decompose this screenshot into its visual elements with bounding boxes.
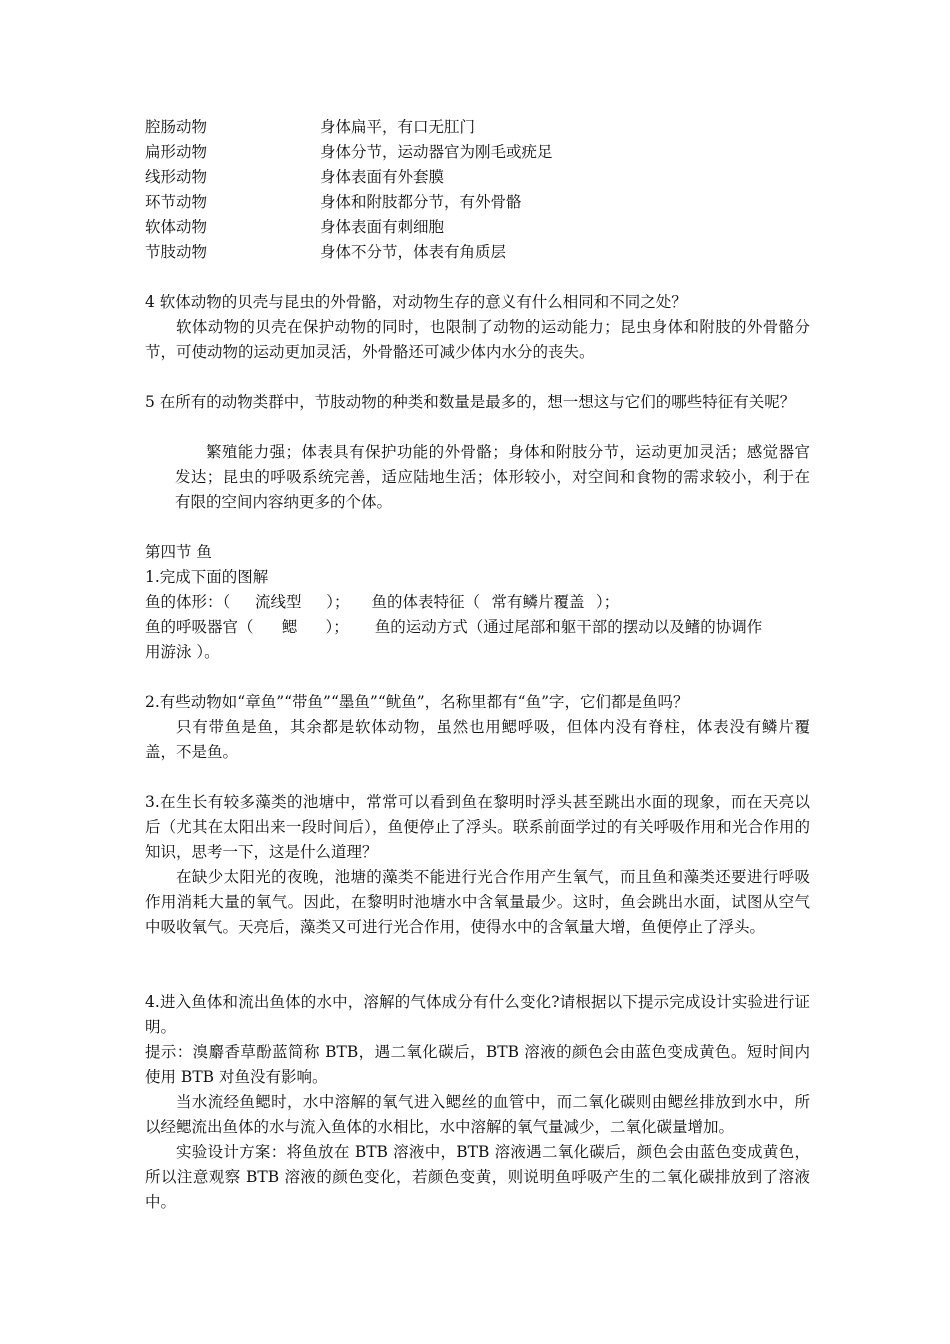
surface-label: 鱼的体表特征（ bbox=[371, 593, 481, 611]
answer-4: 软体动物的贝壳在保护动物的同时，也限制了动物的运动能力；昆虫身体和附肢的外骨骼分节，可使动物的运动更加灵活，外骨骼还可减少体内水分的丧失。 bbox=[145, 318, 810, 361]
question-5: 5 在所有的动物类群中，节肢动物的种类和数量是最多的，想一想这与它们的哪些特征有关呢？ bbox=[145, 393, 796, 411]
body-shape-close: ）； bbox=[326, 593, 350, 611]
table-row bbox=[145, 240, 810, 265]
table-row bbox=[145, 115, 810, 140]
table-row bbox=[145, 215, 810, 240]
table-row bbox=[145, 190, 810, 215]
body-shape-value: 流线型 bbox=[255, 593, 302, 611]
surface-close: ）； bbox=[596, 593, 620, 611]
answer-s4-1: 当水流经鱼鳃时，水中溶解的氧气进入鳃丝的血管中，而二氧化碳则由鳃丝排放到水中，所以经鳃流出鱼体的水与流入鱼体的水相比，水中溶解的氧气量减少，二氧化碳量增加。 bbox=[145, 1093, 810, 1136]
fill-line-2 bbox=[145, 615, 810, 640]
animal-name: 腔肠动物 bbox=[145, 118, 208, 136]
animal-name: 扁形动物 bbox=[145, 143, 208, 161]
resp-label: 鱼的呼吸器官（ bbox=[145, 618, 254, 636]
animal-name: 环节动物 bbox=[145, 193, 208, 211]
surface-value: 常有鳞片覆盖 bbox=[491, 593, 585, 611]
resp-close: ）； bbox=[325, 618, 349, 636]
question-s4: 4.进入鱼体和流出鱼体的水中，溶解的气体成分有什么变化?请根据以下提示完成设计实验进行证明。 bbox=[145, 993, 810, 1036]
body-shape-label: 鱼的体形：（ bbox=[145, 593, 231, 611]
animal-feature: 身体扁平，有口无肛门 bbox=[320, 118, 476, 136]
animal-feature: 身体表面有外套膜 bbox=[320, 168, 445, 186]
animal-feature: 身体和附肢都分节，有外骨骼 bbox=[320, 193, 522, 211]
section-title: 第四节 鱼 bbox=[145, 543, 212, 561]
resp-value: 鳃 bbox=[281, 618, 298, 636]
answer-5: 繁殖能力强；体表具有保护功能的外骨骼；身体和附肢分节，运动更加灵活；感觉器官发达；昆虫的呼吸系统完善，适应陆地生活；体形较小，对空间和食物的需求较小，利于在有限的空间内容纳更多的个体。 bbox=[175, 443, 810, 511]
answer-s2: 只有带鱼是鱼，其余都是软体动物，虽然也用鳃呼吸，但体内没有脊柱，体表没有鳞片覆盖，不是鱼。 bbox=[145, 718, 810, 761]
fill-line-1 bbox=[145, 590, 810, 615]
animal-name: 节肢动物 bbox=[145, 243, 208, 261]
animal-feature: 身体分节，运动器官为刚毛或疣足 bbox=[320, 143, 553, 161]
item-1: 1.完成下面的图解 bbox=[145, 568, 269, 586]
move-label: 鱼的运动方式（通过尾部和躯干部的摆动以及鳍的协调作 bbox=[374, 618, 763, 636]
question-4: 4 软体动物的贝壳与昆虫的外骨骼，对动物生存的意义有什么相同和不同之处？ bbox=[145, 293, 687, 311]
animal-name: 软体动物 bbox=[145, 218, 208, 236]
animal-feature: 身体表面有刺细胞 bbox=[320, 218, 445, 236]
table-row bbox=[145, 140, 810, 165]
answer-s4-2: 实验设计方案：将鱼放在 BTB 溶液中，BTB 溶液遇二氧化碳后，颜色会由蓝色变成黄色，所以注意观察 BTB 溶液的颜色变化，若颜色变黄，则说明鱼呼吸产生的二氧化碳排放到了溶液中。 bbox=[145, 1143, 810, 1211]
animal-feature: 身体不分节，体表有角质层 bbox=[320, 243, 507, 261]
question-s2: 2.有些动物如“章鱼”“带鱼”“墨鱼”“鱿鱼”，名称里都有“鱼”字，它们都是鱼吗？ bbox=[145, 693, 689, 711]
animal-name: 线形动物 bbox=[145, 168, 208, 186]
table-row bbox=[145, 165, 810, 190]
hint-s4: 提示：溴麝香草酚蓝简称 BTB，遇二氧化碳后，BTB 溶液的颜色会由蓝色变成黄色。短时间内使用 BTB 对鱼没有影响。 bbox=[145, 1043, 810, 1086]
answer-s3: 在缺少太阳光的夜晚，池塘的藻类不能进行光合作用产生氧气，而且鱼和藻类还要进行呼吸作用消耗大量的氧气。因此，在黎明时池塘水中含氧量最少。这时，鱼会跳出水面，试图从空气中吸收氧气。天亮后，藻类又可进行光合作用，使得水中的含氧量大增，鱼便停止了浮头。 bbox=[145, 868, 810, 936]
question-s3: 3.在生长有较多藻类的池塘中，常常可以看到鱼在黎明时浮头甚至跳出水面的现象，而在天亮以后（尤其在太阳出来一段时间后），鱼便停止了浮头。联系前面学过的有关呼吸作用和光合作用的知识，思考一下，这是什么道理？ bbox=[145, 793, 810, 861]
move-continued: 用游泳 ）。 bbox=[145, 643, 220, 661]
